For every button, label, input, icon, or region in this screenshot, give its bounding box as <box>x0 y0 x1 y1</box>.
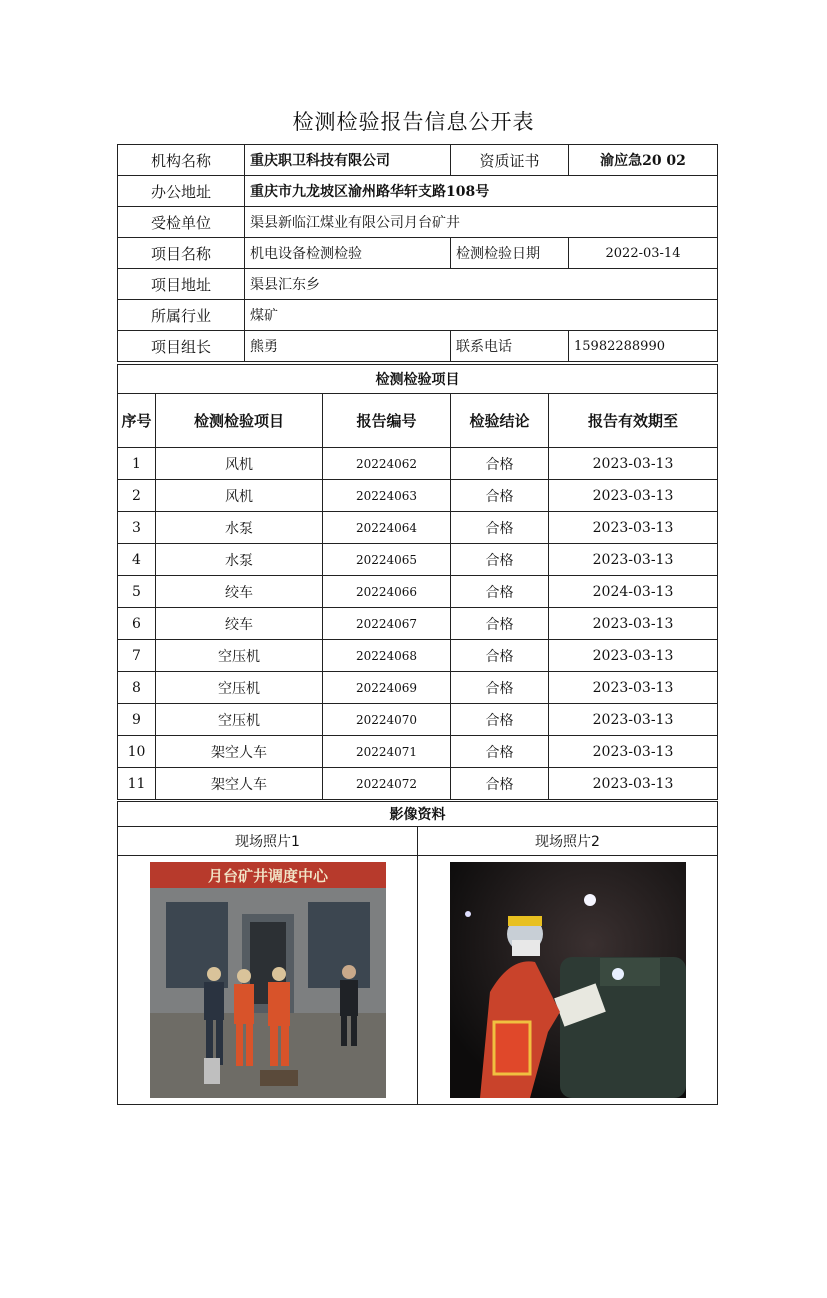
project-label: 项目名称 <box>118 238 245 269</box>
conclusion-cell: 合格 <box>451 640 549 672</box>
info-row-industry <box>118 300 718 331</box>
col-header-conclusion: 检验结论 <box>451 394 549 448</box>
qual-label: 资质证书 <box>451 145 569 176</box>
table-row <box>118 448 718 480</box>
report-no-cell: 20224065 <box>323 544 451 576</box>
phone-value: 15982288990 <box>569 331 718 362</box>
report-no-cell: 20224064 <box>323 512 451 544</box>
industry-label: 所属行业 <box>118 300 245 331</box>
conclusion-cell: 合格 <box>451 576 549 608</box>
date-value: 2022-03-14 <box>569 238 718 269</box>
report-no-cell: 20224072 <box>323 768 451 800</box>
phone-label: 联系电话 <box>451 331 569 362</box>
site-value: 渠县汇东乡 <box>245 269 718 300</box>
qual-value: 渝应急20 02 <box>569 145 718 176</box>
valid-until-cell: 2024-03-13 <box>549 576 718 608</box>
item-cell: 空压机 <box>156 640 323 672</box>
photos-section-title: 影像资料 <box>118 802 718 827</box>
table-row <box>118 704 718 736</box>
conclusion-cell: 合格 <box>451 608 549 640</box>
client-value: 渠县新临江煤业有限公司月台矿井 <box>245 207 718 238</box>
date-label: 检测检验日期 <box>451 238 569 269</box>
table-row <box>118 640 718 672</box>
table-row <box>118 480 718 512</box>
page-title: 检测检验报告信息公开表 <box>292 110 535 134</box>
info-row-leader <box>118 331 718 362</box>
conclusion-cell: 合格 <box>451 448 549 480</box>
info-table <box>117 144 718 362</box>
item-cell: 架空人车 <box>156 736 323 768</box>
conclusion-cell: 合格 <box>451 672 549 704</box>
valid-until-cell: 2023-03-13 <box>549 672 718 704</box>
valid-until-cell: 2023-03-13 <box>549 512 718 544</box>
table-row <box>118 512 718 544</box>
client-label: 受检单位 <box>118 207 245 238</box>
site-label: 项目地址 <box>118 269 245 300</box>
seq-cell: 7 <box>118 640 156 672</box>
info-row-site <box>118 269 718 300</box>
table-row <box>118 576 718 608</box>
report-no-cell: 20224071 <box>323 736 451 768</box>
address-label: 办公地址 <box>118 176 245 207</box>
item-cell: 架空人车 <box>156 768 323 800</box>
item-cell: 空压机 <box>156 672 323 704</box>
report-no-cell: 20224062 <box>323 448 451 480</box>
org-value: 重庆职卫科技有限公司 <box>245 145 451 176</box>
leader-label: 项目组长 <box>118 331 245 362</box>
conclusion-cell: 合格 <box>451 512 549 544</box>
item-cell: 水泵 <box>156 512 323 544</box>
report-no-cell: 20224068 <box>323 640 451 672</box>
project-value: 机电设备检测检验 <box>245 238 451 269</box>
seq-cell: 5 <box>118 576 156 608</box>
item-cell: 水泵 <box>156 544 323 576</box>
table-row <box>118 768 718 800</box>
col-header-report-no: 报告编号 <box>323 394 451 448</box>
valid-until-cell: 2023-03-13 <box>549 448 718 480</box>
valid-until-cell: 2023-03-13 <box>549 480 718 512</box>
report-no-cell: 20224067 <box>323 608 451 640</box>
report-no-cell: 20224066 <box>323 576 451 608</box>
valid-until-cell: 2023-03-13 <box>549 608 718 640</box>
valid-until-cell: 2023-03-13 <box>549 640 718 672</box>
col-header-seq: 序号 <box>118 394 156 448</box>
seq-cell: 9 <box>118 704 156 736</box>
org-label: 机构名称 <box>118 145 245 176</box>
info-row-address <box>118 176 718 207</box>
items-table <box>117 364 718 800</box>
photo2-label: 现场照片2 <box>418 827 718 856</box>
items-header-row <box>118 394 718 448</box>
table-row <box>118 608 718 640</box>
info-row-project <box>118 238 718 269</box>
valid-until-cell: 2023-03-13 <box>549 544 718 576</box>
photos-table <box>117 801 718 1105</box>
conclusion-cell: 合格 <box>451 736 549 768</box>
info-row-org <box>118 145 718 176</box>
info-row-client <box>118 207 718 238</box>
seq-cell: 11 <box>118 768 156 800</box>
valid-until-cell: 2023-03-13 <box>549 736 718 768</box>
conclusion-cell: 合格 <box>451 544 549 576</box>
item-cell: 风机 <box>156 448 323 480</box>
table-row <box>118 544 718 576</box>
col-header-item: 检测检验项目 <box>156 394 323 448</box>
conclusion-cell: 合格 <box>451 704 549 736</box>
item-cell: 绞车 <box>156 576 323 608</box>
leader-value: 熊勇 <box>245 331 451 362</box>
photo1-cell <box>118 856 418 1105</box>
site-photo-1 <box>150 862 386 1098</box>
col-header-valid-until: 报告有效期至 <box>549 394 718 448</box>
seq-cell: 10 <box>118 736 156 768</box>
photo1-label: 现场照片1 <box>118 827 418 856</box>
item-cell: 风机 <box>156 480 323 512</box>
industry-value: 煤矿 <box>245 300 718 331</box>
table-row <box>118 736 718 768</box>
report-no-cell: 20224070 <box>323 704 451 736</box>
items-section-title: 检测检验项目 <box>118 365 718 394</box>
valid-until-cell: 2023-03-13 <box>549 768 718 800</box>
seq-cell: 1 <box>118 448 156 480</box>
seq-cell: 6 <box>118 608 156 640</box>
item-cell: 空压机 <box>156 704 323 736</box>
seq-cell: 3 <box>118 512 156 544</box>
conclusion-cell: 合格 <box>451 768 549 800</box>
seq-cell: 8 <box>118 672 156 704</box>
site-photo-2 <box>450 862 686 1098</box>
report-no-cell: 20224069 <box>323 672 451 704</box>
seq-cell: 2 <box>118 480 156 512</box>
report-no-cell: 20224063 <box>323 480 451 512</box>
svg-text:月台矿井调度中心: 月台矿井调度中心 <box>207 867 328 885</box>
photo2-cell <box>418 856 718 1105</box>
table-row <box>118 672 718 704</box>
address-value: 重庆市九龙坡区渝州路华轩支路108号 <box>245 176 718 207</box>
item-cell: 绞车 <box>156 608 323 640</box>
seq-cell: 4 <box>118 544 156 576</box>
conclusion-cell: 合格 <box>451 480 549 512</box>
valid-until-cell: 2023-03-13 <box>549 704 718 736</box>
